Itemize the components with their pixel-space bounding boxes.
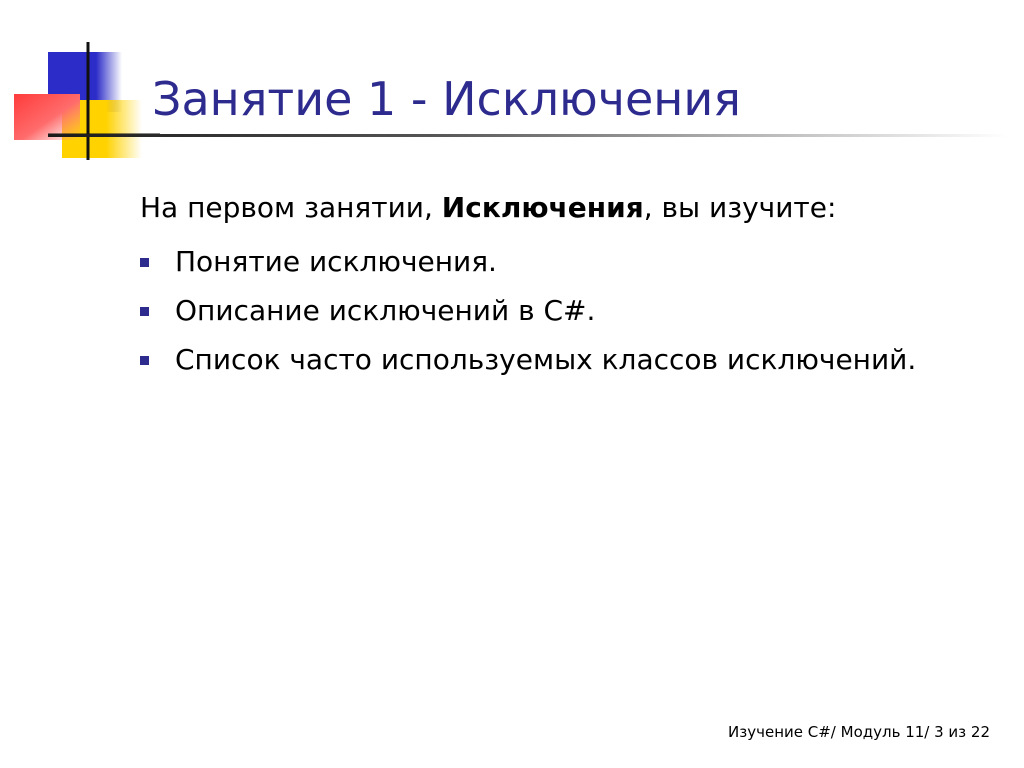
bullet-item [140, 340, 1000, 380]
intro-suffix: , вы изучите: [643, 191, 837, 224]
slide-title: Занятие 1 - Исключения [152, 72, 741, 126]
bullet-text: Список часто используемых классов исключений. [175, 343, 917, 376]
bullet-item [140, 242, 1000, 282]
bullet-item [140, 291, 1000, 331]
title-divider [48, 134, 1008, 137]
bullet-text: Понятие исключения. [175, 245, 497, 278]
slide-body [140, 188, 1000, 389]
intro-emphasis: Исключения [441, 191, 644, 224]
bullet-text: Описание исключений в C#. [175, 294, 596, 327]
bullet-list [140, 242, 1000, 380]
square-bullet-icon [140, 258, 149, 267]
square-bullet-icon [140, 307, 149, 316]
square-bullet-icon [140, 356, 149, 365]
color-squares-logo-icon [0, 0, 160, 170]
intro-line [140, 188, 1000, 228]
intro-prefix: На первом занятии, [140, 191, 442, 224]
slide-footer: Изучение C#/ Модуль 11/ 3 из 22 [728, 723, 990, 741]
